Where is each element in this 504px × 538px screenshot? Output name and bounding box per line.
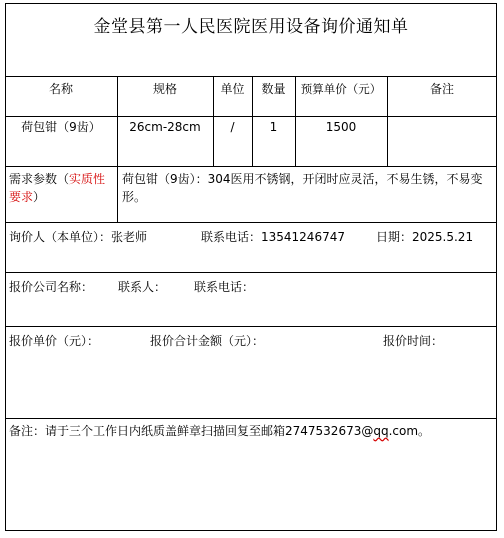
item-name: 荷包钳（9齿） [21,120,101,134]
item-quantity: 1 [269,120,278,134]
divider [5,76,497,77]
quote-time: 报价时间： [383,334,444,348]
quote-company-name: 报价公司名称： [9,280,94,294]
note-suffix: .com。 [388,424,431,438]
divider [5,222,497,223]
header-unit: 单位 [220,82,245,96]
divider [5,418,497,419]
note-text [9,422,495,440]
requirements-label [9,170,115,206]
inquirer-date: 日期：2025.5.21 [376,230,474,244]
requirements-label-highlight: 实质性要求 [9,172,106,204]
header-name: 名称 [48,82,73,96]
divider [5,272,497,273]
header-remark: 备注 [429,82,454,96]
requirements-label-prefix: 需求参数（ [9,172,70,186]
divider [5,326,497,327]
inquirer-person: 询价人（本单位）：张老师 [9,230,148,244]
divider [5,116,497,117]
header-quantity: 数量 [261,82,286,96]
quote-contact-person: 联系人： [118,280,167,294]
inquirer-phone: 联系电话：13541246747 [201,230,345,244]
requirements-text: 荷包钳（9齿）：304医用不锈钢，开闭时应灵活，不易生锈，不易变形。 [122,172,483,204]
document-title: 金堂县第一人民医院医用设备询价通知单 [93,17,409,37]
item-spec: 26cm-28cm [129,120,201,134]
note-email-domain: qq [373,424,389,438]
note-prefix: 备注：请于三个工作日内纸质盖鲜章扫描回复至邮箱2747532673@ [9,424,374,438]
item-unit: / [230,120,235,134]
header-budget-price: 预算单价（元） [300,82,382,96]
column-divider [117,166,118,222]
quote-unit-price: 报价单价（元）： [9,334,100,348]
quote-total-amount: 报价合计金额（元）： [150,334,265,348]
header-spec: 规格 [152,82,177,96]
divider [5,166,497,167]
quote-contact-phone: 联系电话： [194,280,255,294]
item-budget-price: 1500 [325,120,357,134]
requirements-label-suffix: ） [33,190,46,204]
